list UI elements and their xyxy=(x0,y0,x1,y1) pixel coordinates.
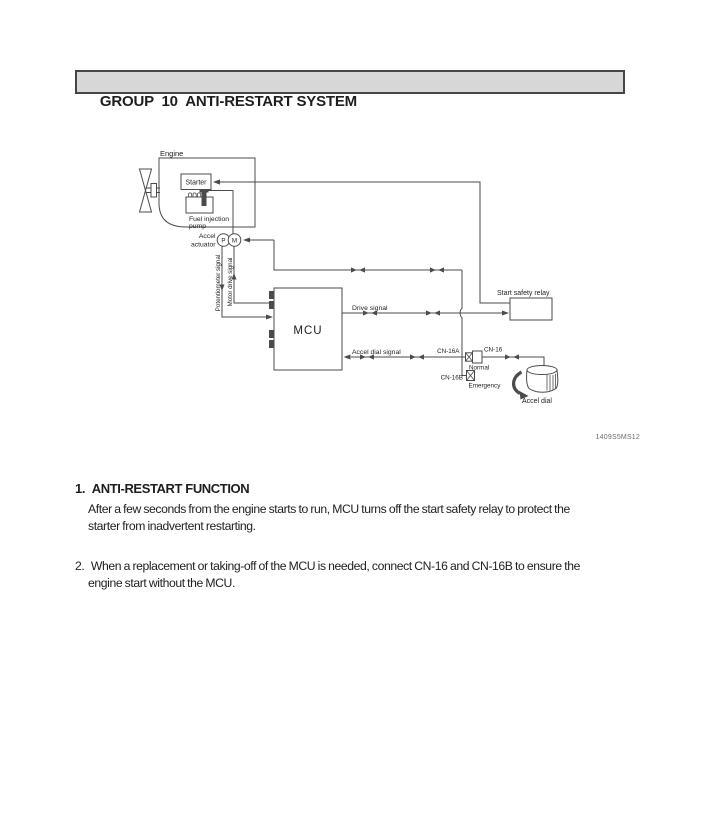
arrow-into-motor xyxy=(243,238,250,243)
accel-dial-signal-label: Accel dial signal xyxy=(352,349,401,356)
starter-label: Starter xyxy=(185,179,207,187)
section2-text: When a replacement or taking-off of the MCU is needed, connect CN-16 and CN-16B to ensure the xyxy=(90,559,580,573)
accel-actuator-label-1: Accel xyxy=(198,233,216,240)
section1-body-line: starter from inadvertent restarting. xyxy=(88,519,256,533)
fuel-pump-plunger xyxy=(202,192,207,206)
arrow-into-mcu-right xyxy=(344,355,351,360)
section2-number: 2. xyxy=(75,559,85,573)
accel-dial-label: Accel dial xyxy=(522,398,552,405)
normal-label: Normal xyxy=(469,364,490,372)
fuel-pump-fins xyxy=(189,193,201,197)
arrow-into-relay xyxy=(502,311,509,316)
arrow-into-starter xyxy=(213,179,220,184)
drive-signal-label: Drive signal xyxy=(352,305,388,312)
fuel-pump-label-1: Fuel injection xyxy=(189,216,230,223)
cn16a-label: CN-16A xyxy=(437,348,460,355)
content-text xyxy=(75,481,595,592)
section2-body-line: engine start without the MCU. xyxy=(88,576,235,590)
fan-hub xyxy=(151,184,157,198)
fan-blade-bottom xyxy=(140,191,152,213)
start-safety-relay-box xyxy=(510,298,552,320)
motor-drive-signal-label: Motor drive signal xyxy=(227,257,234,307)
fuel-pump-box xyxy=(186,197,213,213)
relay-to-starter-wire xyxy=(216,182,510,303)
section-header-title: GROUP 10 ANTI-RESTART SYSTEM xyxy=(99,93,357,110)
dial-to-connector-wire xyxy=(482,357,544,367)
section1-body-line: After a few seconds from the engine starts to run, MCU turns off the start safety relay to protect the xyxy=(88,502,570,516)
potentiometer-signal-label: Potentiometer signal xyxy=(215,254,222,312)
cn16-label: CN-16 xyxy=(484,346,503,354)
accel-actuator xyxy=(191,233,241,311)
engine-assembly xyxy=(140,149,256,230)
start-safety-relay xyxy=(497,290,552,320)
cn16-socket-half xyxy=(473,351,483,363)
mcu-label: MCU xyxy=(293,325,323,337)
section2-body-line xyxy=(75,558,595,575)
accel-dial xyxy=(514,366,558,406)
section1-number: 1. xyxy=(75,481,86,496)
section1-title: ANTI-RESTART FUNCTION xyxy=(91,481,250,496)
section2 xyxy=(75,558,595,592)
motor-letter: M xyxy=(231,237,238,245)
potentiometer-letter: P xyxy=(221,237,226,245)
section1-heading xyxy=(75,481,595,497)
mcu xyxy=(269,288,401,370)
cn16-connectors xyxy=(437,347,503,390)
accel-actuator-label-2: actuator xyxy=(190,241,216,249)
motor-feed-wire xyxy=(274,240,462,270)
arrow-into-mcu-left xyxy=(266,315,273,320)
rotation-arrow-icon xyxy=(514,372,522,394)
start-safety-relay-label: Start safety relay xyxy=(497,290,550,297)
emergency-label: Emergency xyxy=(468,382,501,390)
dial-top xyxy=(527,366,557,375)
fuel-pump-plunger-cap xyxy=(200,189,209,193)
cn16b-label: CN-16B xyxy=(440,374,463,382)
figure-code: 1409S5MS12 xyxy=(595,434,640,441)
engine-label: Engine xyxy=(160,149,184,158)
motor-drive-signal-wire xyxy=(234,246,274,303)
fuel-pump-label-2: pump xyxy=(189,223,207,230)
fan-blade-top xyxy=(140,169,152,191)
